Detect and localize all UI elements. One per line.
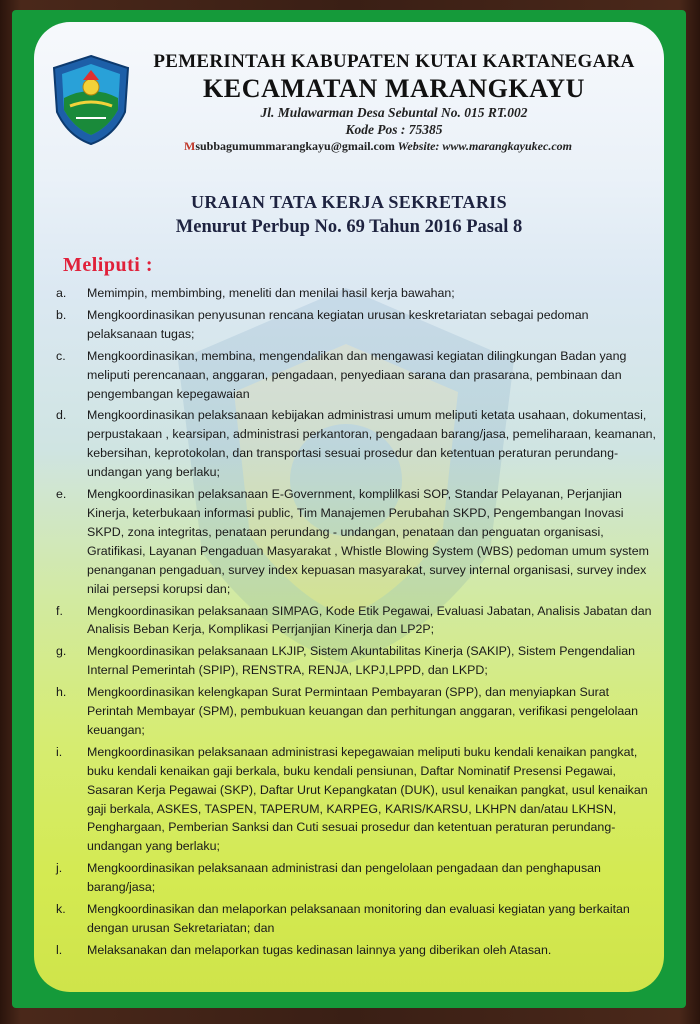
kutai-kartanegara-emblem-icon <box>50 54 132 146</box>
item-text: Mengkoordinasikan dan melaporkan pelaksanaan monitoring dan evaluasi kegiatan yang berkaitan dengan urusan Sekretariatan; dan <box>87 902 630 935</box>
list-item <box>56 642 656 680</box>
list-item <box>56 602 656 640</box>
list-item <box>56 406 656 482</box>
list-item <box>56 900 656 938</box>
list-item <box>56 306 656 344</box>
section-heading: Meliputi : <box>63 254 153 276</box>
postal-code: Kode Pos : 75385 <box>345 122 443 137</box>
document-subtitle: Menurut Perbup No. 69 Tahun 2016 Pasal 8 <box>175 217 523 237</box>
item-text: Mengkoordinasikan pelaksanaan LKJIP, Sistem Akuntabilitas Kinerja (SAKIP), Sistem Pengendalian Internal Pemerintah (SPIP), RENSTRA, RENJA, LKPJ,LPPD, dan LKPD; <box>87 644 636 678</box>
district-name: KECAMATAN MARANGKAYU <box>202 74 585 103</box>
address-line: Jl. Mulawarman Desa Sebuntal No. 015 RT.002 <box>260 105 528 120</box>
website-address: Website: www.marangkayukec.com <box>397 139 572 153</box>
list-item <box>56 683 656 740</box>
item-label: h. <box>56 685 67 700</box>
item-label: k. <box>56 902 66 917</box>
item-text: Mengkoordinasikan pelaksanaan kebijakan administrasi umum meliputi ketata usahaan, dokumentasi, perpustakaan , kearsipan, administrasi perkantoran, pengadaan barang/jasa, pemeliharaan, keamanan, kebersihan, keprotokolan, dan transportasi sesuai prosedur dan ketentuan peraturan perundang-undangan yang berlaku; <box>87 408 656 480</box>
item-label: d. <box>56 408 67 423</box>
item-label: e. <box>56 487 67 502</box>
document-title: URAIAN TATA KERJA SEKRETARIS <box>190 192 508 212</box>
item-label: f. <box>56 603 63 618</box>
item-text: Melaksanakan dan melaporkan tugas kedinasan lainnya yang diberikan oleh Atasan. <box>87 942 552 957</box>
list-item <box>56 485 656 598</box>
item-label: g. <box>56 644 67 659</box>
item-text: Mengkoordinasikan pelaksanaan SIMPAG, Kode Etik Pegawai, Evaluasi Jabatan, Analisis Jabatan dan Analisis Beban Kerja, Komplikasi Perrjanjian Kinerja dan LP2P; <box>87 603 652 637</box>
document-title-block <box>34 190 664 240</box>
item-text: Mengkoordinasikan pelaksanaan administrasi dan pengelolaan pengadaan dan penghapusan barang/jasa; <box>87 861 601 895</box>
list-item <box>56 859 656 897</box>
notice-panel <box>34 22 664 992</box>
item-text: Mengkoordinasikan pelaksanaan administrasi kepegawaian meliputi buku kendali kenaikan pangkat, buku kendali kenaikan gaji berkala, buku kendali pensiunan, Daftar Nominatif Presensi Pegawai, Sasaran Kerja Pegawai (SKP), Daftar Urut Kepangkatan (DUK), usul kenaikan pangkat, usul kenaikan gaji berkala, ASKES, TASPEN, TAPERUM, KARPEG, KARIS/KARSU, LKHPN dan/atau LKHSN, Penghargaan, Pemberian Sanksi dan Cuti sesuai prosedur dan ketentuan peraturan perundang- undangan yang berlaku; <box>87 744 648 854</box>
list-item <box>56 284 656 303</box>
item-text: Mengkoordinasikan, membina, mengendalikan dan mengawasi kegiatan dilingkungan Badan yang meliputi perencanaan, anggaran, pengadaan, penyediaan sarana dan prasarana, pembinaan dan pengembangan kepegawaian <box>87 348 627 401</box>
item-text: Mengkoordinasikan pelaksanaan E-Government, komplilkasi SOP, Standar Pelayanan, Perjanjian Kinerja, keterbukaan informasi public, Tim Manajemen Perubahan SKPD, Pengembangan Inovasi SKPD, zona integritas, penataan perundang - undangan, penataan dan penguatan organisasi, Gratifikasi, Layanan Pengaduan Masyarakat , Whistle Blowing System (WBS) pedoman umum system penanganan pengaduan, survey index kepuasan masyarakat, survey internal organisasi, survey index nilai persepsi korupsi dan; <box>87 487 649 596</box>
item-label: i. <box>56 744 63 759</box>
mail-icon: M <box>184 139 196 153</box>
list-item <box>56 743 656 856</box>
item-text: Mengkoordinasikan penyusunan rencana kegiatan urusan keskretariatan sebagai pedoman pelaksanaan tugas; <box>87 307 589 341</box>
letterhead <box>134 50 654 138</box>
item-label: c. <box>56 348 66 363</box>
duties-list <box>56 284 656 963</box>
item-label: l. <box>56 942 63 957</box>
item-label: a. <box>56 286 67 300</box>
item-label: j. <box>56 861 63 876</box>
item-text: Memimpin, membimbing, meneliti dan menilai hasil kerja bawahan; <box>87 286 455 300</box>
email-address: subbagumummarangkayu@gmail.com <box>195 139 395 153</box>
list-item <box>56 941 656 960</box>
government-name: PEMERINTAH KABUPATEN KUTAI KARTANEGARA <box>153 51 635 72</box>
contact-line <box>184 139 654 154</box>
item-label: b. <box>56 307 67 322</box>
item-text: Mengkoordinasikan kelengkapan Surat Permintaan Pembayaran (SPP), dan menyiapkan Surat Perintah Membayar (SPM), pembukuan keuangan dan perhitungan anggaran, verifikasi pengelolaan keuangan; <box>87 685 639 737</box>
list-item <box>56 347 656 404</box>
